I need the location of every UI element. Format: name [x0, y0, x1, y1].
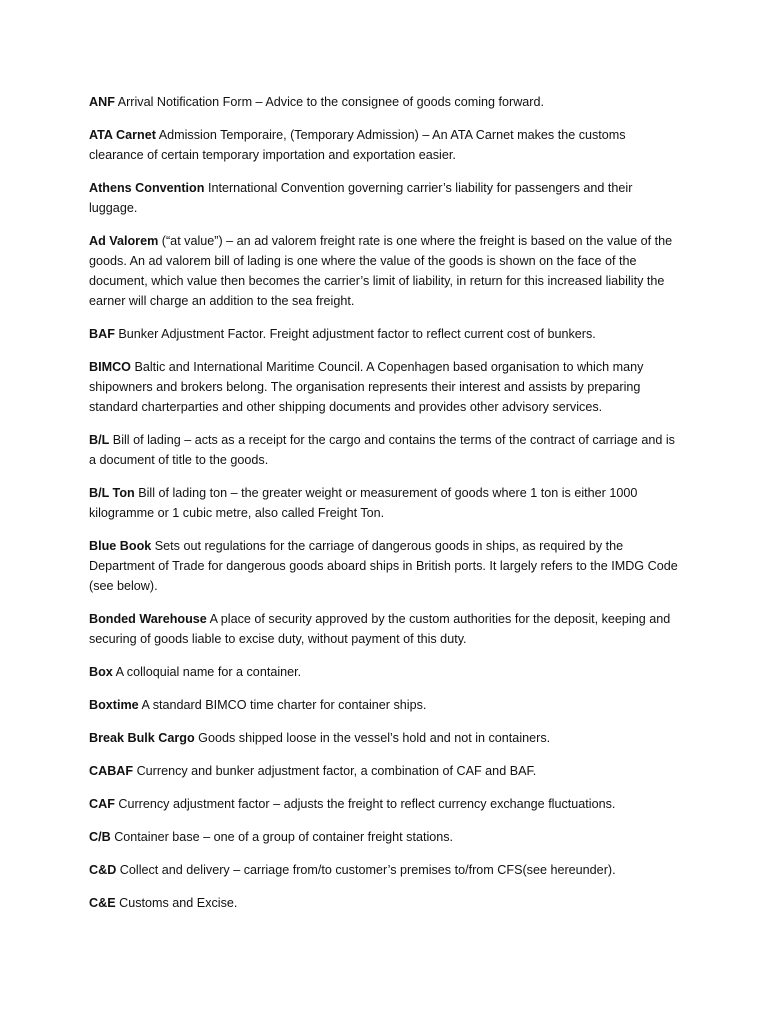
glossary-entry-ata-carnet — [89, 125, 679, 165]
glossary-entry-baf — [89, 324, 679, 344]
glossary-term: BAF — [89, 327, 115, 341]
glossary-term: B/L Ton — [89, 486, 135, 500]
glossary-definition: Sets out regulations for the carriage of dangerous goods in ships, as required by the Department of Trade for dangerous goods aboard ships in British ports. It largely refers to the IMDG Code (see below). — [89, 539, 678, 593]
glossary-definition: Goods shipped loose in the vessel’s hold and not in containers. — [194, 731, 551, 745]
glossary-definition: Customs and Excise. — [115, 896, 238, 910]
glossary-term: C/B — [89, 830, 111, 844]
glossary-term: CAF — [89, 797, 115, 811]
glossary-term: CABAF — [89, 764, 134, 778]
glossary-entry-blue-book — [89, 536, 679, 596]
glossary-definition: Currency and bunker adjustment factor, a combination of CAF and BAF. — [133, 764, 537, 778]
glossary-entry-cb — [89, 827, 679, 847]
glossary-definition: Bill of lading – acts as a receipt for the cargo and contains the terms of the contract of carriage and is a document of title to the goods. — [89, 433, 675, 467]
glossary-entry-cd — [89, 860, 679, 880]
glossary-entry-boxtime — [89, 695, 679, 715]
glossary-entry-bonded-warehouse — [89, 609, 679, 649]
glossary-term: C&E — [89, 896, 116, 910]
glossary-definition: Bunker Adjustment Factor. Freight adjustment factor to reflect current cost of bunkers. — [114, 327, 596, 341]
glossary-entry-athens-convention — [89, 178, 679, 218]
glossary-term: ANF — [89, 95, 115, 109]
glossary-term: B/L — [89, 433, 110, 447]
glossary-entry-bl — [89, 430, 679, 470]
glossary-entry-ad-valorem — [89, 231, 679, 311]
glossary-term: Bonded Warehouse — [89, 612, 207, 626]
glossary-term: BIMCO — [89, 360, 131, 374]
glossary-entry-ce — [89, 893, 679, 913]
glossary-entry-cabaf — [89, 761, 679, 781]
glossary-definition: A place of security approved by the custom authorities for the deposit, keeping and securing of goods liable to excise duty, without payment of this duty. — [89, 612, 671, 646]
glossary-definition: Container base – one of a group of container freight stations. — [110, 830, 454, 844]
glossary-entry-box — [89, 662, 679, 682]
glossary-definition: Bill of lading ton – the greater weight or measurement of goods where 1 ton is either 1000 kilogramme or 1 cubic metre, also called Freight Ton. — [89, 486, 638, 520]
glossary-entry-bimco — [89, 357, 679, 417]
glossary-term: Athens Convention — [89, 181, 205, 195]
glossary-entry-anf — [89, 92, 679, 112]
glossary-definition: Collect and delivery – carriage from/to customer’s premises to/from CFS(see hereunder). — [116, 863, 616, 877]
glossary-term: Boxtime — [89, 698, 139, 712]
glossary-entry-caf — [89, 794, 679, 814]
glossary-term: Box — [89, 665, 113, 679]
glossary-entry-break-bulk-cargo — [89, 728, 679, 748]
glossary-definition: A standard BIMCO time charter for container ships. — [138, 698, 427, 712]
glossary-definition: Arrival Notification Form – Advice to the consignee of goods coming forward. — [114, 95, 544, 109]
glossary-page — [89, 92, 679, 926]
glossary-definition: Baltic and International Maritime Council. A Copenhagen based organisation to which many shipowners and brokers belong. The organisation represents their interest and assists by preparing standard charterparties and other shipping documents and provides other advisory services. — [89, 360, 644, 414]
glossary-term: Ad Valorem — [89, 234, 159, 248]
glossary-term: Break Bulk Cargo — [89, 731, 195, 745]
glossary-definition: International Convention governing carrier’s liability for passengers and their luggage. — [89, 181, 633, 215]
glossary-term: ATA Carnet — [89, 128, 156, 142]
glossary-definition: Admission Temporaire, (Temporary Admission) – An ATA Carnet makes the customs clearance of certain temporary importation and exportation easier. — [89, 128, 626, 162]
glossary-definition: (“at value”) – an ad valorem freight rate is one where the freight is based on the value of the goods. An ad valorem bill of lading is one where the value of the goods is shown on the face of the document, which value then becomes the carrier’s limit of liability, in return for this increased liability the earner will charge an addition to the sea freight. — [89, 234, 673, 308]
glossary-definition: A colloquial name for a container. — [112, 665, 302, 679]
glossary-term: Blue Book — [89, 539, 152, 553]
glossary-definition: Currency adjustment factor – adjusts the freight to reflect currency exchange fluctuations. — [114, 797, 616, 811]
glossary-entry-bl-ton — [89, 483, 679, 523]
glossary-term: C&D — [89, 863, 117, 877]
